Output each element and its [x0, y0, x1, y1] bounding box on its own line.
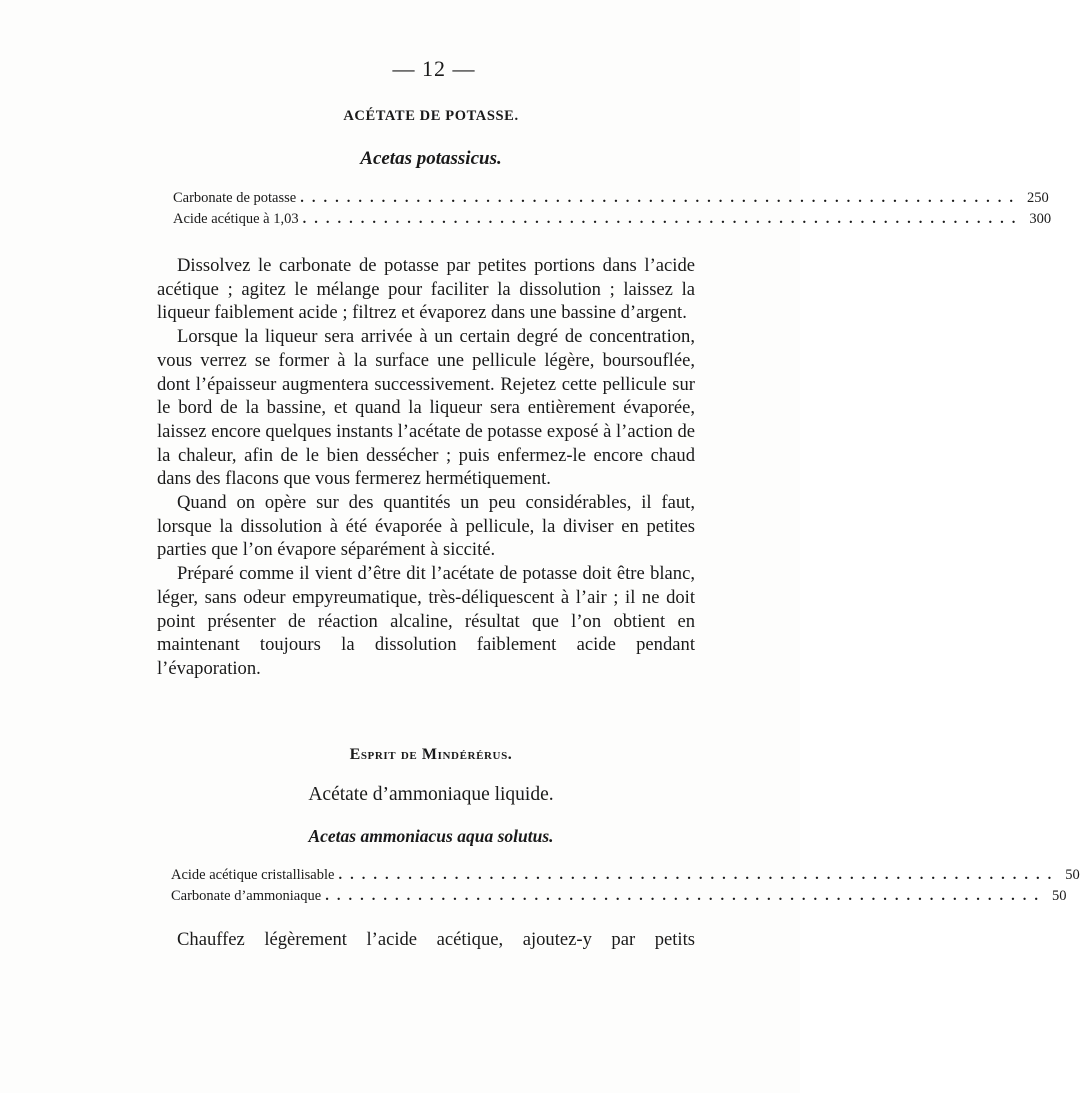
ingredients-list-1 — [173, 190, 1052, 232]
ingredient-quantity: 50 — [1065, 867, 1080, 883]
ingredient-row — [173, 211, 1052, 232]
ingredient-quantity: 250 — [1026, 190, 1049, 206]
dot-leader: .............................................................. — [338, 867, 1060, 883]
ingredient-row — [173, 190, 1049, 211]
page-number: — 12 — — [392, 56, 476, 81]
body-text-section-1 — [157, 254, 695, 681]
ingredient-quantity: 300 — [1029, 211, 1052, 227]
section-title-acetate-potasse: ACÉTATE DE POTASSE. — [343, 108, 519, 124]
ingredient-row — [171, 867, 1080, 888]
paragraph: Lorsque la liqueur sera arrivée à un certain degré de concentration, vous verrez se former à la surface une pellicule légère, boursouflée, dont l’épaisseur augmentera successivement. Rejetez cette pellicule sur le bord de la bassine, et quand la liqueur sera entièrement évaporée, laissez encore quelques instants l’acétate de potasse exposé à l’action de la chaleur, afin de le bien dessécher ; puis enfermez-le encore chaud dans des flacons que vous fermerez hermétiquement. — [157, 326, 695, 490]
ingredient-quantity: 50 — [1051, 888, 1067, 904]
section-title-esprit-minidererus: Esprit de Mindérérus. — [349, 746, 513, 763]
paragraph: Chauffez légèrement l’acide acétique, ajoutez-y par petits — [177, 929, 695, 950]
ingredient-name: Carbonate de potasse — [173, 190, 297, 206]
ingredient-name: Carbonate d’ammoniaque — [171, 888, 322, 904]
latin-name-acetas-potassicus: Acetas potassicus. — [360, 148, 502, 169]
ingredient-row — [171, 888, 1067, 909]
latin-name-acetas-ammoniacus: Acetas ammoniacus aqua solutus. — [308, 826, 554, 846]
dot-leader: .............................................................. — [302, 211, 1024, 227]
subtitle-acetate-ammoniaque: Acétate d’ammoniaque liquide. — [308, 784, 554, 805]
dot-leader: .............................................................. — [325, 888, 1046, 904]
ingredients-list-2 — [171, 867, 1080, 909]
paragraph: Préparé comme il vient d’être dit l’acétate de potasse doit être blanc, léger, sans odeur empyreumatique, très-déliquescent à l’air ; il ne doit point présenter de réaction alcaline, résultat que l’on obtient en maintenant toujours la dissolution faiblement acide pendant l’évaporation. — [157, 563, 695, 679]
ingredient-name: Acide acétique cristallisable — [171, 867, 335, 883]
body-text-section-2 — [157, 928, 695, 952]
dot-leader: .............................................................. — [300, 190, 1021, 206]
paragraph: Quand on opère sur des quantités un peu considérables, il faut, lorsque la dissolution à été évaporée à pellicule, la diviser en petites parties que l’on évapore séparément à siccité. — [157, 492, 695, 561]
ingredient-name: Acide acétique à 1,03 — [173, 211, 299, 227]
paragraph: Dissolvez le carbonate de potasse par petites portions dans l’acide acétique ; agitez le mélange pour faciliter la dissolution ; laissez la liqueur faiblement acide ; filtrez et évaporez dans une bassine d’argent. — [157, 255, 695, 324]
